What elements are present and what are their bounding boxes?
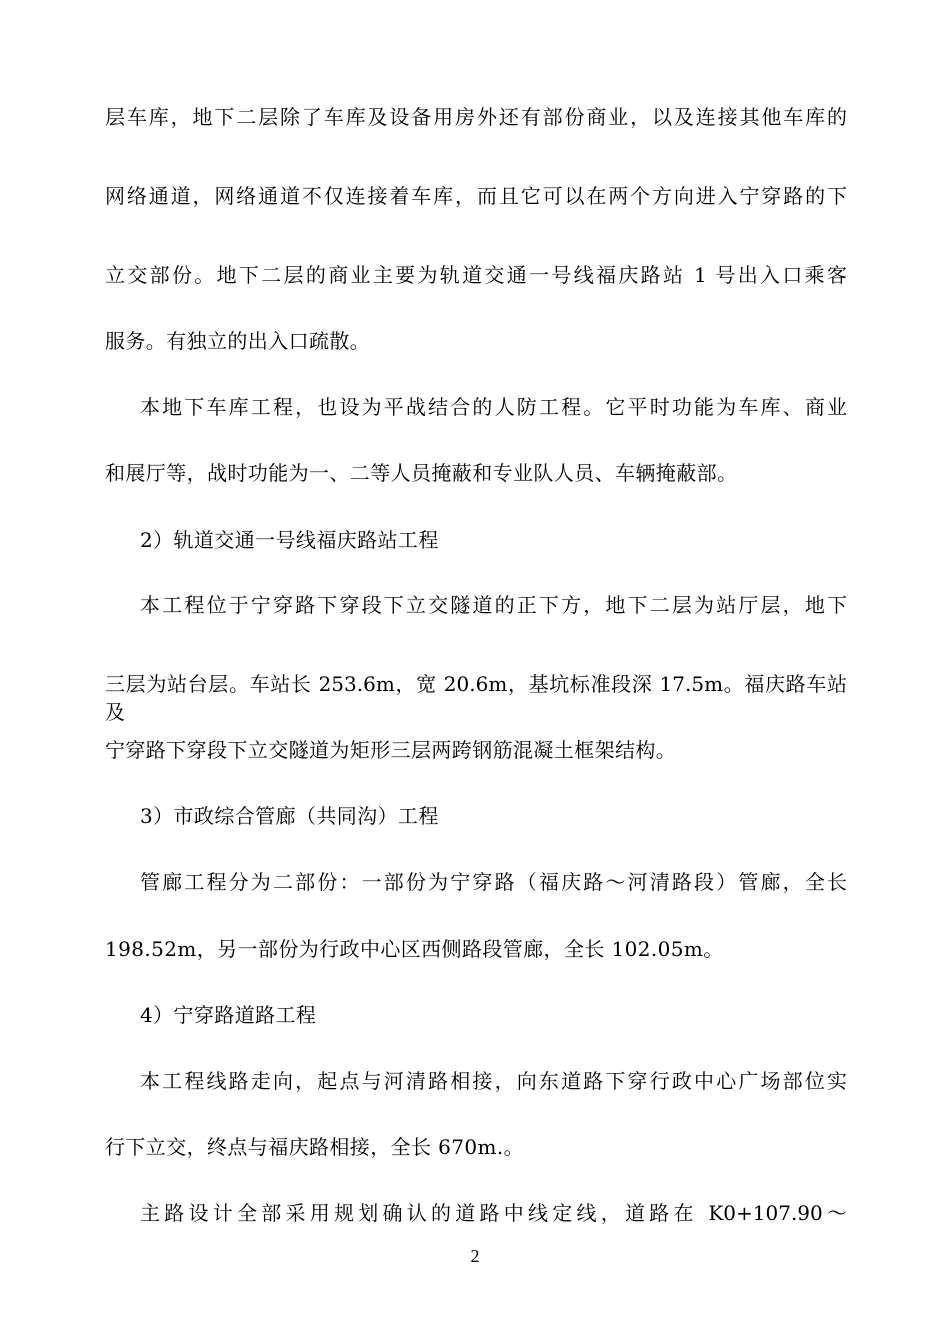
body-text-line: 行下立交，终点与福庆路相接，全长 670m.。 [105,1135,525,1159]
paragraph-first-line: 管廊工程分为二部份：一部份为宁穿路（福庆路～河清路段）管廊，全长 [140,870,847,894]
body-text-line: 立交部份。地下二层的商业主要为轨道交通一号线福庆路站 1 号出入口乘客 [105,263,847,287]
body-text-line: 网络通道，网络通道不仅连接着车库，而且它可以在两个方向进入宁穿路的下 [105,184,847,208]
page-number: 2 [470,1246,480,1266]
section-heading-utility-tunnel: 3）市政综合管廊（共同沟）工程 [140,804,439,828]
paragraph-first-line: 本地下车库工程，也设为平战结合的人防工程。它平时功能为车库、商业 [140,395,847,419]
body-text-line: 层车库，地下二层除了车库及设备用房外还有部份商业，以及连接其他车库的 [105,105,847,129]
body-text-line: 和展厅等，战时功能为一、二等人员掩蔽和专业队人员、车辆掩蔽部。 [105,461,738,485]
section-heading-metro-station: 2）轨道交通一号线福庆路站工程 [140,528,439,552]
section-heading-road-works: 4）宁穿路道路工程 [140,1003,317,1027]
paragraph-first-line: 本工程位于宁穿路下穿段下立交隧道的正下方，地下二层为站厅层，地下 [140,593,847,617]
paragraph-first-line: 主路设计全部采用规划确认的道路中线定线，道路在 K0+107.90～ [140,1201,847,1225]
paragraph-first-line: 本工程线路走向，起点与河清路相接，向东道路下穿行政中心广场部位实 [140,1069,847,1093]
body-text-line: 服务。有独立的出入口疏散。 [105,329,371,353]
body-text-line: 宁穿路下穿段下立交隧道为矩形三层两跨钢筋混凝土框架结构。 [105,738,677,762]
body-text-line: 198.52m，另一部份为行政中心区西侧路段管廊，全长 102.05m。 [105,937,724,961]
body-text-line: 三层为站台层。车站长 253.6m，宽 20.6m，基坑标准段深 17.5m。福庆路车站及 [105,672,847,724]
